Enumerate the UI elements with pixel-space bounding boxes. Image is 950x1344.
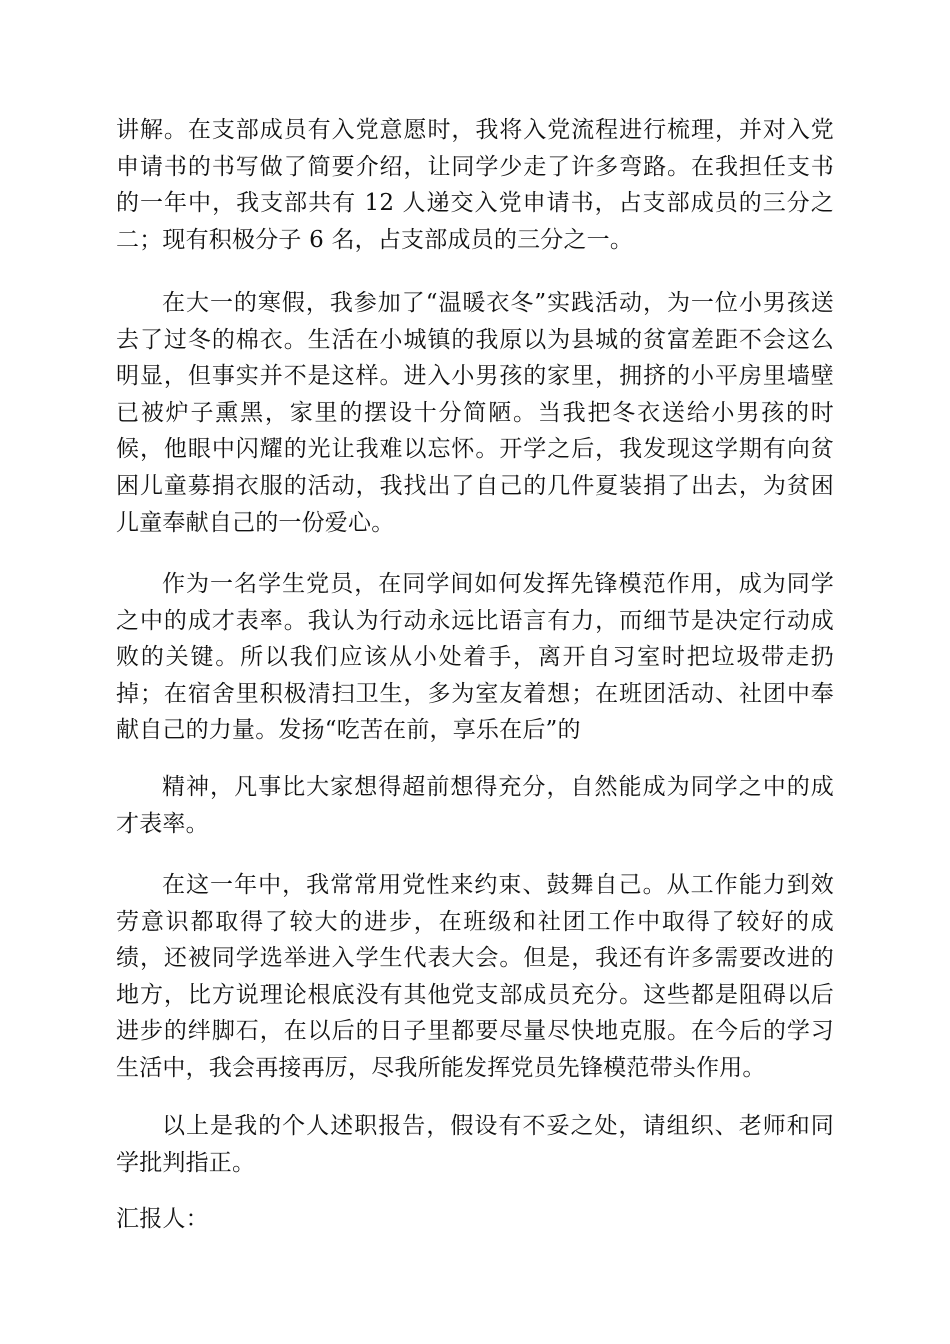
paragraph-student-party-role-model: 作为一名学生党员，在同学间如何发挥先锋模范作用，成为同学之中的成才表率。我认为行动永远比语言有力，而细节是决定行动成败的关键。所以我们应该从小处着手，离开自习室时把垃圾带走扔掉；在宿舍里积极清扫卫生，多为室友着想；在班团活动、社团中奉献自己的力量。发扬“吃苦在前，享乐在后”的 xyxy=(116,571,834,744)
paragraph-party-application-summary: 讲解。在支部成员有入党意愿时，我将入党流程进行梳理，并对入党申请书的书写做了简要介绍，让同学少走了许多弯路。在我担任支书的一年中，我支部共有 12 人递交入党申请书，占支部成员的三分之二；现有积极分子 6 名，占支部成员的三分之一。 xyxy=(116,117,834,253)
paragraph-closing-statement: 以上是我的个人述职报告，假设有不妥之处，请组织、老师和同学批判指正。 xyxy=(116,1113,834,1176)
reporter-signature-label: 汇报人： xyxy=(116,1206,209,1232)
paragraph-winter-charity-activity: 在大一的寒假，我参加了“温暖衣冬”实践活动，为一位小男孩送去了过冬的棉衣。生活在小城镇的我原以为县城的贫富差距不会这么明显，但事实并不是这样。进入小男孩的家里，拥挤的小平房里墙壁已被炉子熏黑，家里的摆设十分简陋。当我把冬衣送给小男孩的时候，他眼中闪耀的光让我难以忘怀。开学之后，我发现这学期有向贫困儿童募捐衣服的活动，我找出了自己的几件夏装捐了出去，为贫困儿童奉献自己的一份爱心。 xyxy=(116,290,834,536)
paragraph-year-review: 在这一年中，我常常用党性来约束、鼓舞自己。从工作能力到效劳意识都取得了较大的进步，在班级和社团工作中取得了较好的成绩，还被同学选举进入学生代表大会。但是，我还有许多需要改进的地方，比方说理论根底没有其他党支部成员充分。这些都是阻碍以后进步的绊脚石，在以后的日子里都要尽量尽快地克服。在今后的学习生活中，我会再接再厉，尽我所能发挥党员先锋模范带头作用。 xyxy=(116,872,834,1081)
paragraph-role-model-continuation: 精神，凡事比大家想得超前想得充分，自然能成为同学之中的成才表率。 xyxy=(116,774,834,837)
